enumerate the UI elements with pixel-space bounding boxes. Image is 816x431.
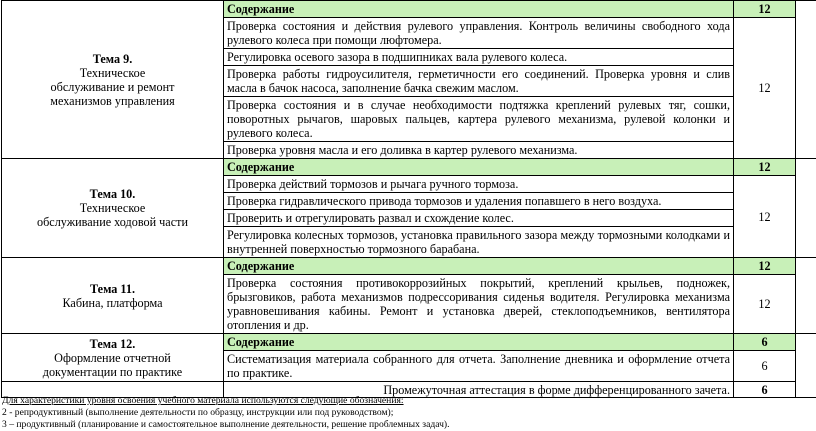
topic-11-hours: 12 bbox=[734, 275, 796, 334]
practice-plan-table bbox=[1, 0, 816, 398]
attestation-label: Промежуточная аттестация в форме дифференцированного зачета. bbox=[224, 382, 734, 398]
attestation-hours: 6 bbox=[734, 382, 796, 398]
topic-9-item: Проверка уровня масла и его доливка в картер рулевого механизма. bbox=[224, 142, 734, 159]
content-label: Содержание bbox=[224, 258, 734, 275]
notes-heading: Для характеристики уровня освоения учебного материала используются следующие обозначения: bbox=[2, 395, 450, 407]
topic-10-cell bbox=[2, 159, 224, 258]
topic-10-item: Регулировка колесных тормозов, установка правильного зазора между тормозными колодками и внутренней поверхностью тормозного барабана. bbox=[224, 227, 734, 258]
topic-9-name-line: Техническое bbox=[5, 66, 220, 80]
topic-9-name-line: обслуживание и ремонт bbox=[5, 80, 220, 94]
topic-11-item: Проверка состояния противокоррозийных покрытий, креплений крыльев, подножек, брызговиков, работа механизмов подрессоривания сиденья водителя. Регулировка механизма уравновешивания кабины. Ремонт и установка дверей, стеклоподъемников, вентилятора отопления и др. bbox=[224, 275, 734, 334]
topic-10-item: Проверить и отрегулировать развал и схождение колес. bbox=[224, 210, 734, 227]
content-hours: 12 bbox=[734, 159, 796, 176]
level-cell bbox=[796, 258, 816, 334]
level-notes bbox=[2, 395, 450, 431]
notes-line: 2 - репродуктивный (выполнение деятельности по образцу, инструкции или под руководством); bbox=[2, 407, 450, 419]
level-cell bbox=[796, 1, 816, 159]
content-label: Содержание bbox=[224, 334, 734, 351]
topic-10-hours: 12 bbox=[734, 176, 796, 258]
content-label: Содержание bbox=[224, 159, 734, 176]
topic-9-item: Проверка состояния и действия рулевого управления. Контроль величины свободного хода рулевого колеса при помощи люфтомера. bbox=[224, 18, 734, 49]
content-hours: 12 bbox=[734, 1, 796, 18]
topic-9-cell bbox=[2, 1, 224, 159]
topic-12-content-row bbox=[2, 334, 816, 351]
content-hours: 12 bbox=[734, 258, 796, 275]
topic-10-number: Тема 10. bbox=[5, 187, 220, 201]
topic-11-cell bbox=[2, 258, 224, 334]
topic-9-item: Регулировка осевого зазора в подшипниках вала рулевого колеса. bbox=[224, 49, 734, 66]
level-cell bbox=[796, 334, 816, 398]
topic-12-name-line: Оформление отчетной bbox=[5, 351, 220, 365]
topic-11-number: Тема 11. bbox=[5, 282, 220, 296]
topic-9-hours: 12 bbox=[734, 18, 796, 159]
topic-9-name-line: механизмов управления bbox=[5, 94, 220, 108]
content-hours: 6 bbox=[734, 334, 796, 351]
topic-9-item: Проверка работы гидроусилителя, герметичности его соединений. Проверка уровня и слив масла в бачок насоса, заполнение бачка свежим маслом. bbox=[224, 66, 734, 97]
topic-12-name-line: документации по практике bbox=[5, 365, 220, 379]
topic-9-number: Тема 9. bbox=[5, 52, 220, 66]
topic-9-item: Проверка состояния и в случае необходимости подтяжка креплений рулевых тяг, сошки, поворотных рычагов, шаровых пальцев, картера рулевого механизма, рулевой колонки и рулевого колеса. bbox=[224, 97, 734, 142]
topic-10-content-row bbox=[2, 159, 816, 176]
topic-12-hours: 6 bbox=[734, 351, 796, 382]
topic-10-item: Проверка гидравлического привода тормозов и удаления попавшего в него воздуха. bbox=[224, 193, 734, 210]
topic-10-name-line: Техническое bbox=[5, 201, 220, 215]
content-label: Содержание bbox=[224, 1, 734, 18]
topic-10-name-line: обслуживание ходовой части bbox=[5, 215, 220, 229]
topic-11-name-line: Кабина, платформа bbox=[5, 296, 220, 310]
level-cell bbox=[796, 159, 816, 258]
topic-9-content-row bbox=[2, 1, 816, 18]
topic-12-number: Тема 12. bbox=[5, 337, 220, 351]
topic-12-item: Систематизация материала собранного для отчета. Заполнение дневника и оформление отчета по практике. bbox=[224, 351, 734, 382]
topic-12-cell bbox=[2, 334, 224, 382]
topic-11-content-row bbox=[2, 258, 816, 275]
notes-line: 3 – продуктивный (планирование и самостоятельное выполнение деятельности, решение проблемных задач). bbox=[2, 419, 450, 431]
topic-10-item: Проверка действий тормозов и рычага ручного тормоза. bbox=[224, 176, 734, 193]
